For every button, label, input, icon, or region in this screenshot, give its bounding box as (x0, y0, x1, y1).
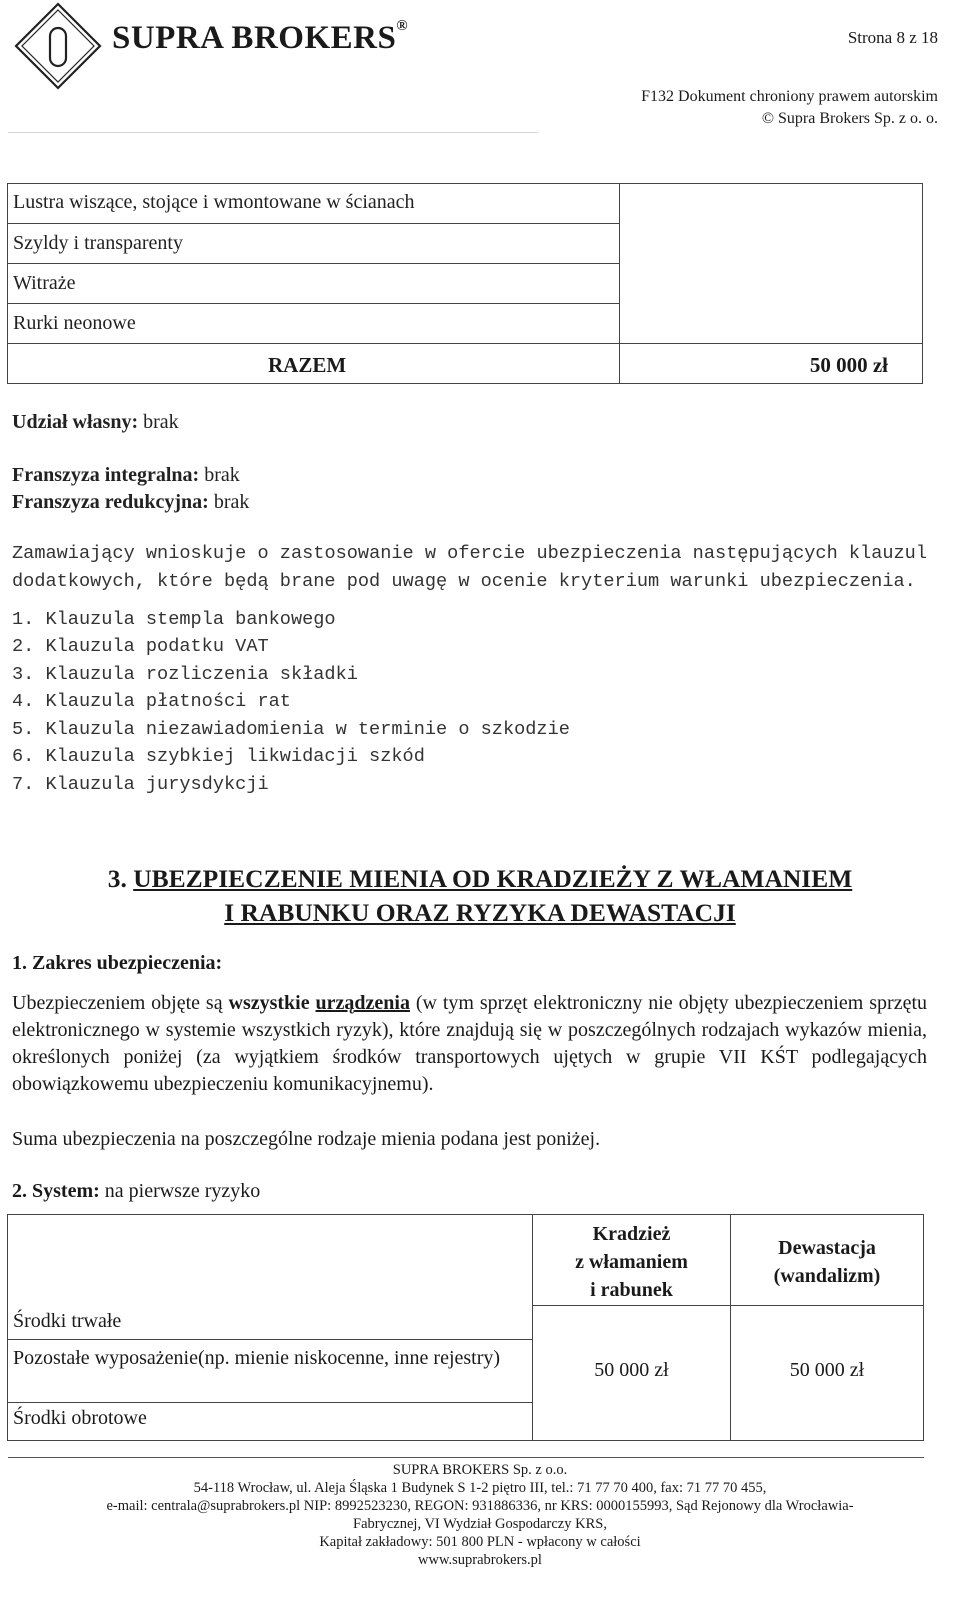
table-row-label: Środki obrotowe (13, 1407, 147, 1429)
row-label: Witraże (13, 272, 76, 294)
sum-insured-note: Suma ubezpieczenia na poszczególne rodzaje mienia podana jest poniżej. (12, 1128, 601, 1150)
clause-item: 4. Klauzula płatności rat (12, 691, 291, 712)
table-row (7, 223, 619, 264)
franszyza-redukcyjna: Franszyza redukcyjna: brak (12, 491, 250, 513)
row-label: Szyldy i transparenty (13, 232, 183, 254)
table-divider (7, 343, 923, 344)
clauses-intro: Zamawiający wnioskuje o zastosowanie w ofercie ubezpieczenia następujących klauzul dodatkowych, które będą brane pod uwagę w ocenie kryterium warunki ubezpieczenia. (12, 543, 927, 592)
clause-item: 1. Klauzula stempla bankowego (12, 609, 336, 630)
copyright-line: F132 Dokument chroniony prawem autorskim (641, 88, 938, 105)
clause-item: 3. Klauzula rozliczenia składki (12, 664, 358, 685)
copyright-owner: © Supra Brokers Sp. z o. o. (761, 110, 938, 127)
table-row (7, 183, 619, 223)
section-title-line: I RABUNKU ORAZ RYZYKA DEWASTACJI (224, 898, 736, 927)
total-label: RAZEM (268, 353, 347, 377)
header-divider (8, 132, 538, 133)
scope-heading: 1. Zakres ubezpieczenia: (12, 952, 223, 974)
table-divider (619, 183, 620, 384)
clause-item: 6. Klauzula szybkiej likwidacji szkód (12, 746, 425, 767)
value-dewastacja: 50 000 zł (789, 1359, 865, 1381)
footer-company: SUPRA BROKERS Sp. z o.o. (392, 1462, 568, 1478)
table-divider (532, 1305, 924, 1306)
system-line: 2. System: na pierwsze ryzyko (12, 1180, 261, 1202)
footer-court: Fabrycznej, VI Wydział Gospodarczy KRS, (353, 1516, 607, 1532)
section-heading (60, 862, 900, 930)
section-title-line: UBEZPIECZENIE MIENIA OD KRADZIEŻY Z WŁAMANIEM (133, 864, 853, 893)
udzial-wlasny: Udział własny: brak (12, 411, 179, 433)
scope-body: Ubezpieczeniem objęte są wszystkie urządzenia (w tym sprzęt elektroniczny nie objęty ubezpieczeniem sprzętu elektronicznego w systemie wszystkich ryzyk), które znajdują się w poszczególnych rodzajach wykazów mienia, określonych poniżej (za wyjątkiem środków transportowych ujętych w grupie VII KŚT podlegających obowiązkowemu ubezpieczeniu komunikacyjnemu). (12, 992, 927, 1095)
row-label: Rurki neonowe (13, 312, 136, 334)
footer-address: 54-118 Wrocław, ul. Aleja Śląska 1 Budynek S 1-2 piętro III, tel.: 71 77 70 400, fax: 71 77 70 455, (193, 1480, 767, 1496)
table-row-label: Pozostałe wyposażenie(np. mienie niskocenne, inne rejestry) (13, 1347, 501, 1369)
column-header-kradziez: Kradzież z włamaniem i rabunek (575, 1223, 688, 1301)
row-label: Lustra wiszące, stojące i wmontowane w ścianach (13, 191, 415, 213)
table-row (7, 303, 619, 344)
clause-item: 2. Klauzula podatku VAT (12, 636, 269, 657)
column-header-dewastacja: Dewastacja (wandalizm) (773, 1237, 881, 1287)
table-row-label: Środki trwałe (13, 1310, 122, 1332)
footer-registration: e-mail: centrala@suprabrokers.pl NIP: 8992523230, REGON: 931886336, nr KRS: 0000155993, Sąd Rejonowy dla Wrocławia- (106, 1498, 854, 1514)
value-kradziez: 50 000 zł (594, 1359, 669, 1381)
section-number: 3. (107, 864, 127, 893)
table-divider (7, 1402, 533, 1403)
footer-website: www.suprabrokers.pl (418, 1552, 542, 1568)
supra-brokers-logo (14, 2, 102, 90)
footer-capital: Kapitał zakładowy: 501 800 PLN - wpłacony w całości (319, 1534, 641, 1550)
brand-name: SUPRA BROKERS® (112, 18, 409, 56)
total-value: 50 000 zł (809, 353, 888, 377)
footer-divider (8, 1457, 924, 1458)
clause-item: 7. Klauzula jurysdykcji (12, 774, 269, 795)
table-divider (7, 1339, 533, 1340)
clause-item: 5. Klauzula niezawiadomienia w terminie o szkodzie (12, 719, 570, 740)
franszyza-integralna: Franszyza integralna: brak (12, 464, 240, 486)
page-number: Strona 8 z 18 (847, 28, 938, 47)
table-row (7, 263, 619, 304)
